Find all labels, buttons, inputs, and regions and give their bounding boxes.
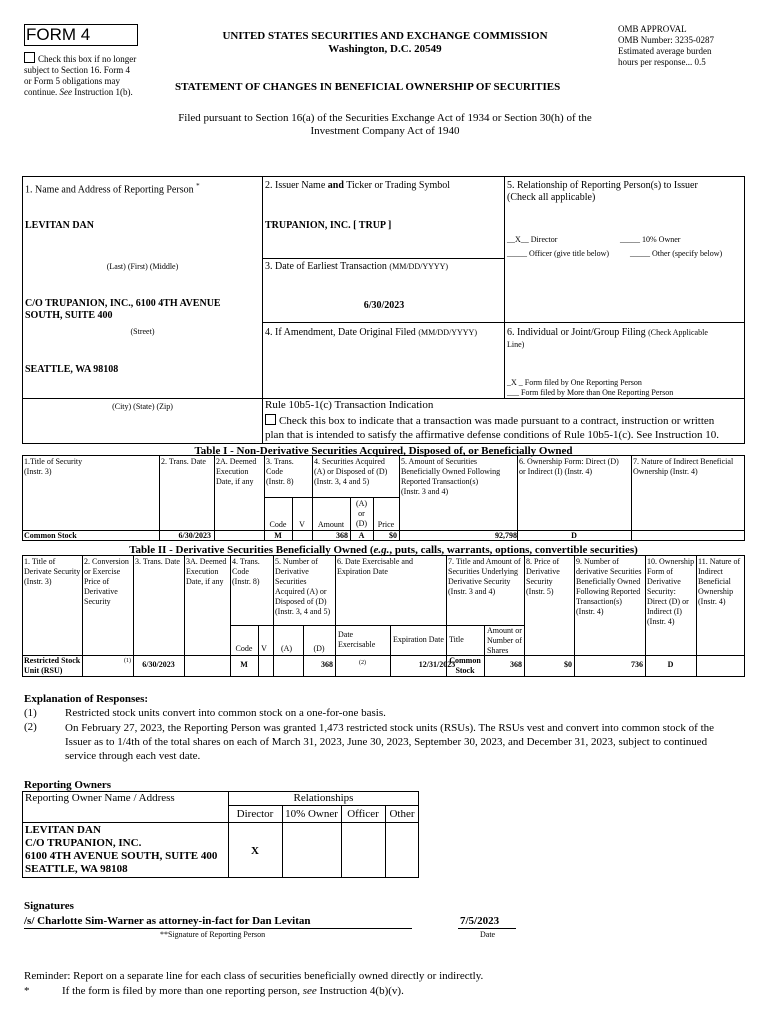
t2-row-form: D [667, 660, 674, 669]
t1-sub-v: V [299, 520, 305, 529]
owners-col-officer: Officer [347, 808, 379, 820]
issuer-name: TRUPANION, INC. [ TRUP ] [265, 220, 392, 231]
t1-col-amount-owned: 5. Amount of Securities Beneficially Owned Following Reported Transaction(s) (Instr. 3 and 4) [401, 457, 501, 496]
rule-10b5-text: Check this box to indicate that a transaction was made pursuant to a contract, instruction or written plan that is intended to satisfy the affirmative defense conditions of Rule 10b5-1(c). See Instruction 10. [265, 415, 720, 441]
t1-col-code: 3. Trans. Code (Instr. 8) [266, 457, 294, 486]
t2-sub-date-ex: Date Exercisable [338, 630, 376, 649]
t1-row-amount: 368 [336, 531, 348, 540]
rule-10b5-checkbox[interactable] [265, 414, 276, 425]
statement-title: STATEMENT OF CHANGES IN BENEFICIAL OWNERSHIP OF SECURITIES [175, 81, 561, 93]
owners-col-relationships: Relationships [293, 792, 354, 804]
t2-col-date: 3. Trans. Date [135, 557, 180, 566]
date-caption: Date [480, 930, 496, 939]
form-title: FORM 4 [26, 25, 91, 44]
t1-sub-price: Price [377, 520, 395, 529]
explanation-title: Explanation of Responses: [24, 693, 149, 705]
t2-col-exercisable: 6. Date Exercisable and Expiration Date [337, 557, 413, 576]
t1-col-nature: 7. Nature of Indirect Beneficial Ownership (Instr. 4) [633, 457, 734, 476]
t1-sub-aord: (A) or (D) [355, 499, 368, 528]
t1-row-form: D [571, 531, 577, 540]
t2-col-price: 8. Price of Derivative Security (Instr. 5) [526, 557, 560, 596]
box6-label: 6. Individual or Joint/Group Filing (Check Applicable Line) [507, 327, 708, 349]
t2-col-conversion: 2. Conversion or Exercise Price of Derivative Security [84, 557, 129, 606]
footnote-1-num: (1) [24, 707, 37, 719]
owners-col-ten-percent: 10% Owner [285, 808, 338, 820]
t2-row-owned: 736 [631, 660, 643, 669]
signature-caption: **Signature of Reporting Person [160, 930, 266, 939]
more-reporting-persons-option: ___ Form filed by More than One Reporting Person [507, 388, 674, 397]
t1-row-code: M [274, 531, 282, 540]
footnote-2-num: (2) [24, 721, 37, 733]
owners-col-name: Reporting Owner Name / Address [25, 792, 175, 804]
t2-col-nature: 11. Nature of Indirect Beneficial Ownership (Instr. 4) [698, 557, 741, 606]
officer-option: _____ Officer (give title below) [507, 249, 610, 258]
box1-label: 1. Name and Address of Reporting Person * [25, 182, 200, 196]
box3-label: 3. Date of Earliest Transaction (MM/DD/YYYY) [265, 261, 449, 272]
t2-row-expiration: 12/31/2023 [418, 660, 456, 669]
other-option: _____ Other (specify below) [630, 249, 723, 258]
t1-col-deemed: 2A. Deemed Execution Date, if any [216, 457, 257, 486]
agency-name: UNITED STATES SECURITIES AND EXCHANGE COMMISSION [222, 30, 548, 42]
reminder-text: Reminder: Report on a separate line for each class of securities beneficially owned directly or indirectly. [24, 970, 484, 982]
no-longer-subject-checkbox-text: Check this box if no longer subject to Section 16. Form 4 or Form 5 obligations may continue. See Instruction 1(b). [24, 54, 137, 97]
t1-sub-code: Code [269, 520, 287, 529]
filed-pursuant-text: Filed pursuant to Section 16(a) of the Securities Exchange Act of 1934 or Section 30(h) of the Investment Company Act of 1940 [178, 112, 592, 137]
t1-sub-amount: Amount [317, 520, 345, 529]
t2-row-price: $0 [564, 660, 572, 669]
t1-row-owned: 92,798 [495, 531, 517, 540]
footer-star: * [24, 985, 30, 997]
footer-instruction: If the form is filed by more than one reporting person, see Instruction 4(b)(v). [62, 985, 404, 997]
t2-row-date: 6/30/2023 [142, 660, 175, 669]
ten-percent-owner-option: _____ 10% Owner [620, 235, 681, 244]
reporting-owners-title: Reporting Owners [24, 779, 112, 791]
t1-row-date: 6/30/2023 [178, 531, 211, 540]
t2-sub-d: (D) [313, 644, 325, 653]
t2-sub-code: Code [235, 644, 253, 653]
t2-col-deemed: 3A. Deemed Execution Date, if any [186, 557, 227, 586]
rule-10b5-title: Rule 10b5-1(c) Transaction Indication [265, 399, 434, 411]
box2-label: 2. Issuer Name and Ticker or Trading Symbol [265, 180, 451, 191]
no-longer-subject-checkbox[interactable] [24, 52, 35, 63]
t2-col-owned: 9. Number of derivative Securities Beneficially Owned Following Reported Transaction(s) (Instr. 4) [576, 557, 642, 616]
owners-col-other: Other [389, 808, 415, 820]
t1-col-acquired: 4. Securities Acquired (A) or Disposed of (D) (Instr. 3, 4 and 5) [314, 457, 388, 486]
reporting-person-street: C/O TRUPANION, INC., 6100 4TH AVENUE SOUTH, SUITE 400 [25, 298, 221, 321]
t1-col-title: 1.Title of Security (Instr. 3) [24, 457, 83, 476]
reporting-person-city: SEATTLE, WA 98108 [25, 364, 119, 375]
t2-row-exercisable: (2) [359, 660, 366, 666]
t2-sub-v: V [261, 644, 267, 653]
signer-name: /s/ Charlotte Sim-Warner as attorney-in-fact for Dan Levitan [24, 915, 311, 927]
omb-approval: OMB APPROVAL OMB Number: 3235-0287 Estimated average burden hours per response... 0.5 [618, 24, 714, 67]
t2-row-d: 368 [321, 660, 333, 669]
reporting-person-name: LEVITAN DAN [25, 220, 94, 231]
t2-row-conv-footnote: (1) [124, 658, 131, 664]
t2-sub-amount: Amount or Number of Shares [487, 626, 522, 655]
box5-label: 5. Relationship of Reporting Person(s) to Issuer (Check all applicable) [507, 180, 698, 203]
t2-col-code: 4. Trans. Code (Instr. 8) [232, 557, 260, 586]
owner-address: LEVITAN DAN C/O TRUPANION, INC. 6100 4TH AVENUE SOUTH, SUITE 400 SEATTLE, WA 98108 [25, 824, 218, 875]
t2-row-underlying-amount: 368 [510, 660, 522, 669]
agency-location: Washington, D.C. 20549 [328, 43, 442, 55]
box4-label: 4. If Amendment, Date Original Filed (MM/DD/YYYY) [265, 327, 477, 338]
t1-col-ownership-form: 6. Ownership Form: Direct (D) or Indirect (I) (Instr. 4) [519, 457, 619, 476]
footnote-1-text: Restricted stock units convert into common stock on a one-for-one basis. [65, 707, 386, 719]
signature-date: 7/5/2023 [460, 915, 500, 927]
street-caption: (Street) [130, 327, 155, 336]
signatures-title: Signatures [24, 900, 74, 912]
t2-col-underlying: 7. Title and Amount of Securities Underlying Derivative Security (Instr. 3 and 4) [448, 557, 521, 596]
table2-title: Table II - Derivative Securities Beneficially Owned (e.g., puts, calls, warrants, options, convertible securities) [129, 544, 638, 556]
t2-col-ownership-form: 10. Ownership Form of Derivative Security: Direct (D) or Indirect (I) (Instr. 4) [647, 557, 695, 626]
t2-sub-exp: Expiration Date [393, 635, 444, 644]
one-reporting-person-option: _X _ Form filed by One Reporting Person [507, 378, 642, 387]
table1-title: Table I - Non-Derivative Securities Acquired, Disposed of, or Beneficially Owned [194, 445, 573, 457]
city-caption: (City) (State) (Zip) [112, 402, 173, 411]
t2-sub-a: (A) [280, 644, 293, 653]
earliest-transaction-date: 6/30/2023 [363, 300, 405, 311]
name-caption: (Last) (First) (Middle) [106, 262, 179, 271]
director-option: __X__ Director [507, 235, 558, 244]
t2-col-number: 5. Number of Derivative Securities Acquired (A) or Disposed of (D) (Instr. 3, 4 and 5) [275, 557, 331, 616]
owner-director-mark: X [251, 845, 259, 857]
t1-col-date: 2. Trans. Date [161, 457, 206, 466]
t1-row-price: $0 [389, 531, 397, 540]
t2-row-underlying-title: Common Stock [449, 656, 481, 675]
t2-row-code: M [240, 660, 248, 669]
t2-col-title: 1. Title of Derivate Security (Instr. 3) [24, 557, 81, 586]
t2-sub-title: Title [449, 635, 464, 644]
owners-col-director: Director [236, 808, 274, 820]
t1-row-aord: A [358, 531, 365, 540]
t1-row-title: Common Stock [24, 531, 77, 540]
t2-row-title: Restricted Stock Unit (RSU) [24, 656, 81, 675]
footnote-2-text: On February 27, 2023, the Reporting Person was granted 1,473 restricted stock units (RSUs). The RSUs vest and convert into common stock of the Issuer as to 1/4th of the total shares on each of March 31, 2023, June 30, 2023, September 30, 2023, and December 31, 2023, subject to continued service through each vest date. [65, 722, 715, 762]
